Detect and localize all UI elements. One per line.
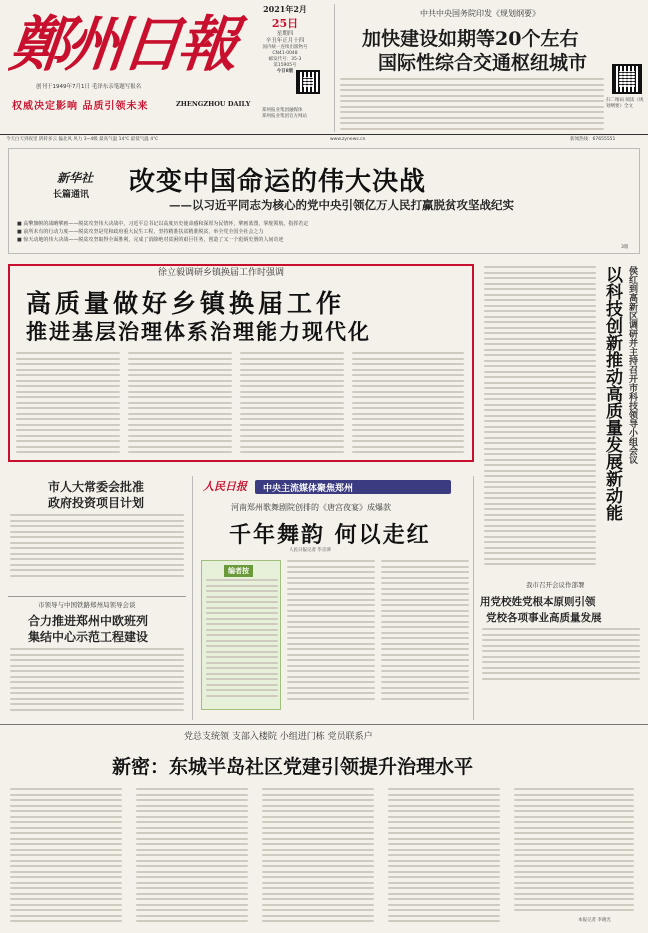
feature-item-2: ■ 前所未有的行动力度——脱贫攻坚是党和政府重大民生工程，坚持精准扶贫精准脱贫，举全党全国全社会之力 [17, 229, 264, 235]
logistics-kicker: 市领导与中国铁路郑州局领导会谈 [38, 601, 136, 609]
people-title: 千年舞韵 何以走红 [229, 522, 431, 548]
xinhua-logo: 新华社 [57, 171, 94, 185]
qr-code-icon [296, 70, 320, 94]
bottom-col-3 [262, 788, 374, 926]
people-daily-story [192, 476, 474, 720]
site-label: 郑州报业集团官方网站 [262, 114, 307, 119]
people-body-2 [381, 560, 469, 703]
lead-body-col-1 [16, 352, 120, 457]
lead-body-col-2 [128, 352, 232, 457]
right-body-1 [484, 266, 596, 569]
right-column [480, 262, 642, 574]
bottom-title: 新密：东城半岛社区党建引领提升治理水平 [112, 756, 474, 778]
npc-story [8, 474, 186, 598]
weather: 今天白天到夜里 阴转多云 偏北风 风力 3~4级 最高气温 14℃ 最低气温 4℃ [6, 137, 159, 142]
issue-3: 第15905号 [273, 63, 297, 68]
issue-1: CN41-0048 [272, 51, 298, 56]
logistics-body [10, 648, 184, 714]
feature-source: 长篇通讯 [53, 190, 90, 200]
editor-note-box [201, 560, 281, 710]
bottom-story [8, 728, 640, 928]
bottom-kicker: 党总支统领 支部入楼院 小组进门栋 党员联系户 [184, 732, 373, 742]
lead-kicker: 徐立毅调研乡镇换届工作时强调 [158, 268, 285, 278]
date-day: 25日 [271, 17, 299, 30]
people-kicker: 河南郑州歌舞剧院创排的《唐宫夜宴》成爆款 [231, 503, 391, 512]
date-month: 2021年2月 [263, 4, 307, 14]
people-body-1 [287, 560, 375, 703]
app-note: 郑州报业集团融媒体 [262, 108, 303, 113]
top-story-body [340, 78, 604, 133]
feature-title: 改变中国命运的伟大决战 [129, 167, 427, 197]
issue-4: 今日8版 [276, 69, 294, 74]
people-daily-logo: 人民日报 [203, 480, 247, 493]
weekday: 星期四 [276, 31, 294, 37]
masthead [0, 0, 648, 145]
feature-item-1: ■ 高擎旗帜的战略擘画——脱贫攻坚伟大决战中，习近平总书记以高度历史使命感和深厚为民情怀，擘画蓝图，掌舵领航，指挥若定 [17, 221, 309, 227]
bottom-col-5 [514, 788, 634, 915]
logistics-title-2: 集结中心示范工程建设 [28, 630, 149, 644]
issue-2: 邮发代号：35-3 [268, 57, 302, 62]
meeting-body [482, 628, 640, 683]
npc-body [10, 514, 184, 580]
site-url: www.zynews.cn [330, 137, 366, 142]
slogan: 权威决定影响 品质引领未来 [12, 101, 149, 112]
meeting-story [480, 578, 642, 720]
bottom-col-4 [388, 788, 500, 926]
founded-note: 创刊于1949年7月1日 毛泽东亲笔题写报名 [36, 84, 142, 90]
qr-label: 扫二维码 阅读《规划纲要》全文 [606, 98, 644, 109]
meeting-title-2: 党校各项事业高质量发展 [486, 612, 602, 624]
top-story-kicker: 中共中央国务院印发《规划纲要》 [420, 9, 540, 18]
right-kicker: 侯红到高新区调研并主持召开市科技领导小组会议 [627, 266, 637, 464]
lead-title-1: 高质量做好乡镇换届工作 [26, 289, 346, 318]
feature-section [8, 148, 640, 254]
lead-title-2: 推进基层治理体系治理能力现代化 [26, 319, 371, 344]
people-byline: 人民日报记者 毕京津 [289, 548, 331, 553]
right-title: 以科技创新推动高质量发展新动能 [602, 266, 622, 521]
lead-story [8, 264, 474, 462]
pinyin: ZHENGZHOU DAILY [176, 100, 251, 108]
logistics-story [8, 600, 186, 718]
feature-item-3: ■ 惊天动地的伟大决战——脱贫攻坚取得全面胜利，完成了消除绝对贫困的艰巨任务，创造了又一个彪炳史册的人间奇迹 [17, 237, 284, 243]
hotline: 新闻热线：67655551 [570, 137, 616, 142]
top-story-title-2: 国际性综合交通枢纽城市 [378, 52, 588, 74]
meeting-kicker: 我市召开会议作部署 [526, 581, 585, 589]
npc-title-2: 政府投资项目计划 [48, 496, 145, 510]
meeting-title-1: 用党校姓党根本原则引领 [480, 596, 596, 608]
logistics-title-1: 合力推进郑州中欧班列 [28, 614, 149, 628]
top-story-title-1: 加快建设如期等20个左右 [362, 28, 579, 50]
lead-body-col-4 [352, 352, 464, 457]
npc-title-1: 市人大常委会批准 [48, 480, 145, 494]
masthead-logo: 鄭州日報 [6, 10, 238, 80]
bottom-col-2 [136, 788, 248, 926]
people-banner-text: 中央主流媒体聚焦郑州 [263, 484, 354, 494]
bottom-byline: 本报记者 李晓光 [578, 918, 611, 923]
lunar-date: 辛丑年正月十四 [265, 38, 305, 44]
qr-code-icon [612, 64, 642, 94]
feature-subtitle: ——以习近平同志为核心的党中央引领亿万人民打赢脱贫攻坚战纪实 [169, 198, 514, 212]
editor-note-body [206, 579, 278, 700]
editor-note-tag: 编者按 [224, 565, 253, 577]
feature-continued: 3版 [621, 245, 629, 250]
issue-0: 国内统一连续出版物号 [262, 45, 308, 50]
bottom-col-1 [10, 788, 122, 926]
people-banner [255, 480, 451, 494]
lead-body-col-3 [240, 352, 344, 457]
